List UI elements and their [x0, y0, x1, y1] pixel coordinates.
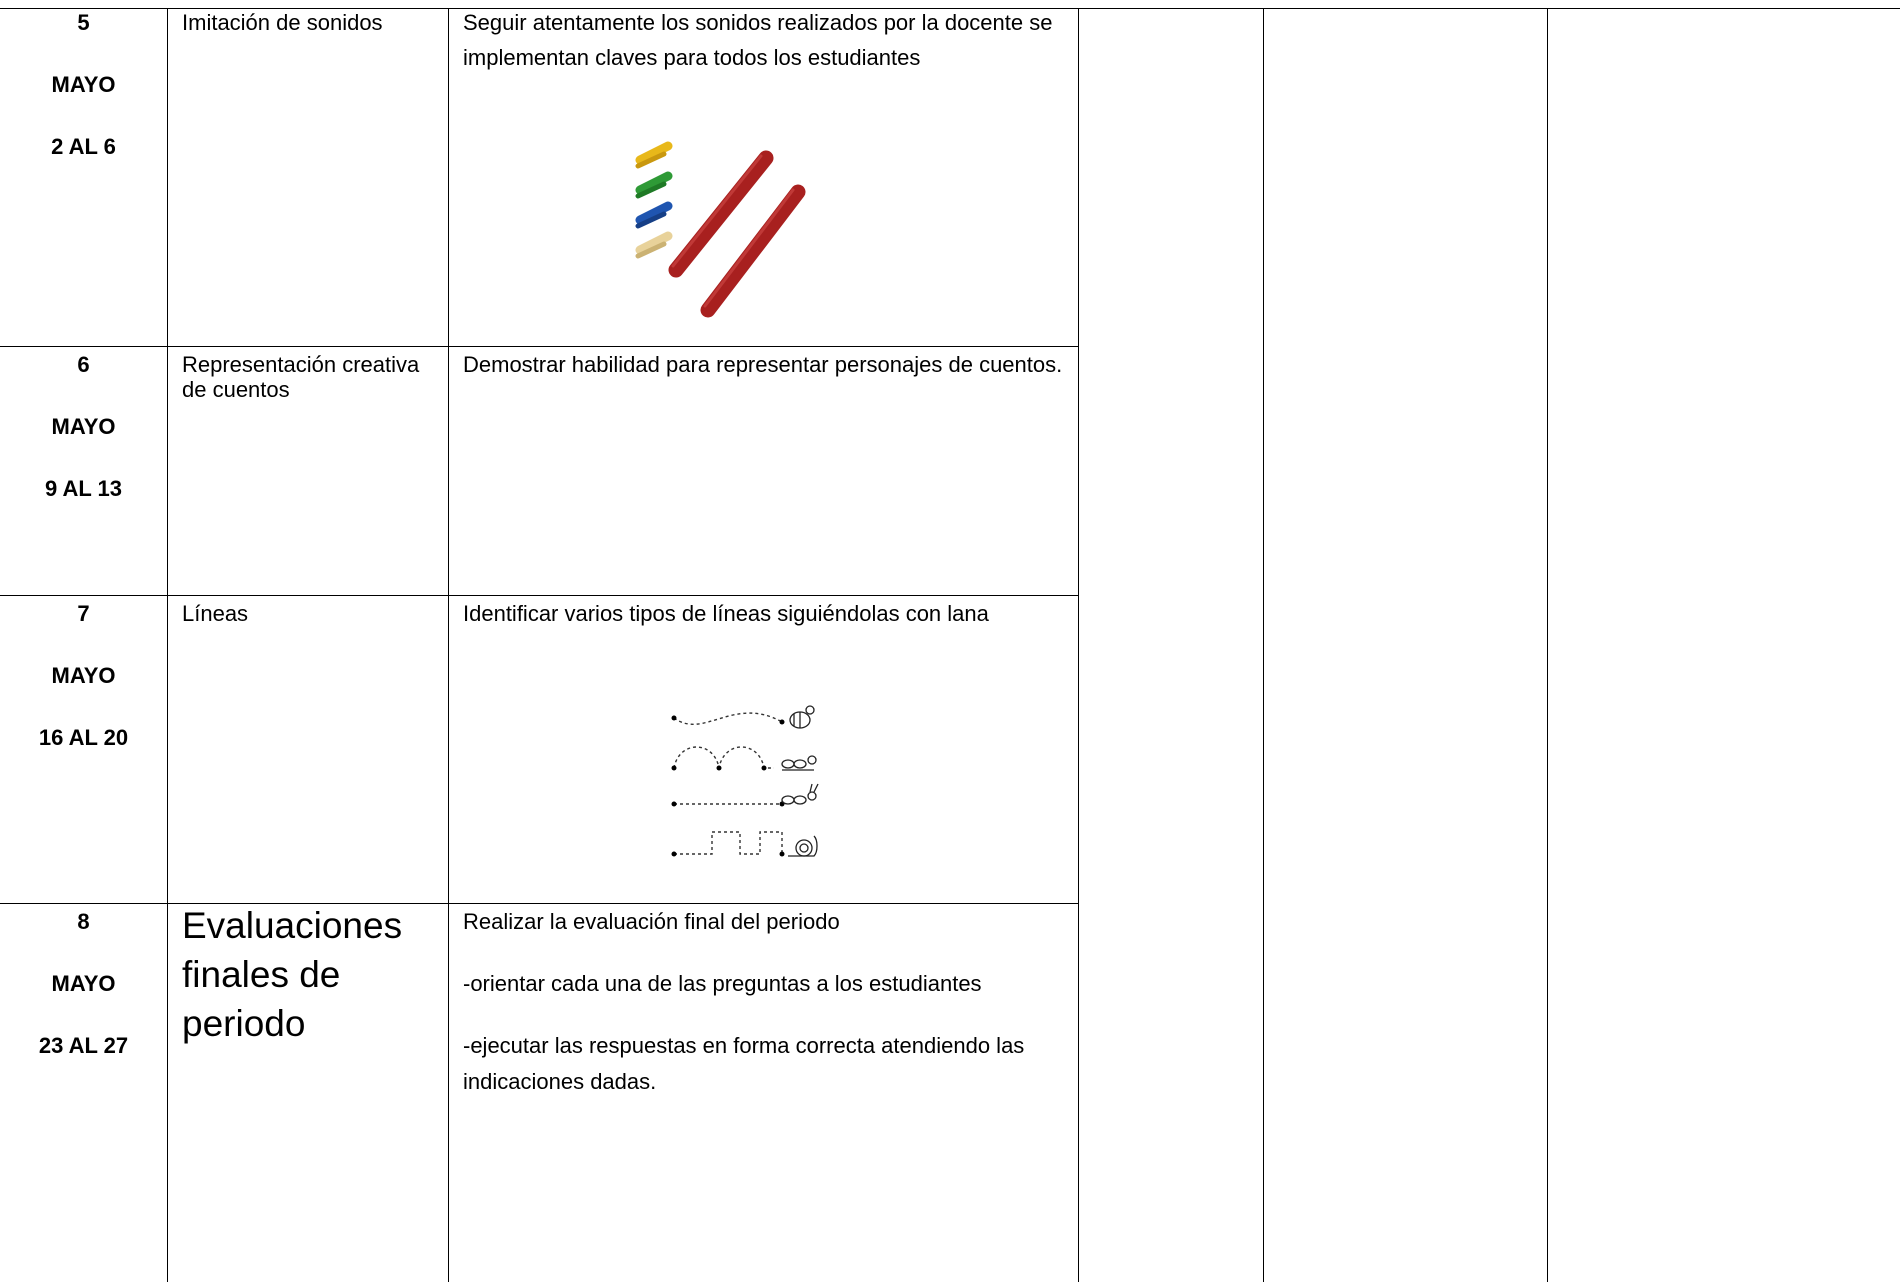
- description-paragraph: Demostrar habilidad para representar personajes de cuentos.: [463, 352, 1063, 377]
- week-date-range: 9 AL 13: [44, 476, 123, 501]
- empty-column-cell: [1079, 9, 1263, 1282]
- description-paragraph: Seguir atentamente los sonidos realizados por la docente se implementan claves para todos los estudiantes: [463, 10, 1053, 71]
- description-paragraph: Identificar varios tipos de líneas siguiéndolas con lana: [463, 601, 989, 626]
- claves-instruments-image: [628, 138, 828, 323]
- empty-column-cell: [1548, 9, 1900, 1282]
- week-number: 7: [77, 601, 90, 626]
- table-row-week-cell: [0, 899, 167, 1282]
- week-date-range: 16 AL 20: [38, 725, 129, 750]
- topic-cell: Imitación de sonidos: [182, 10, 383, 35]
- description-paragraph: Realizar la evaluación final del periodo: [463, 909, 840, 934]
- week-month: MAYO: [51, 663, 116, 688]
- week-number: 5: [77, 10, 90, 35]
- topic-cell: Representación creativa de cuentos: [182, 352, 420, 403]
- description-paragraph: -orientar cada una de las preguntas a los estudiantes: [463, 971, 982, 997]
- topic-cell: Evaluaciones finales de periodo: [182, 905, 403, 1044]
- tracing-paths: [674, 713, 782, 854]
- table-row-week-cell: [0, 591, 167, 899]
- large-clave-red: [673, 156, 798, 310]
- small-clave-yellow: [638, 146, 668, 166]
- week-month: MAYO: [51, 414, 116, 439]
- week-month: MAYO: [51, 72, 116, 97]
- small-clave-green: [638, 176, 668, 196]
- empty-column-cell: [1264, 9, 1547, 1282]
- topic-cell: Líneas: [182, 601, 249, 626]
- table-row-week-cell: [0, 0, 167, 346]
- column-divider: [167, 8, 168, 1282]
- week-date-range: 23 AL 27: [38, 1033, 129, 1058]
- small-clave-wood: [638, 236, 668, 256]
- description-cell: [449, 347, 1078, 409]
- start-dots: [672, 716, 785, 857]
- tracing-lines-worksheet-image: [664, 700, 836, 868]
- description-cell: [449, 5, 1078, 102]
- description-cell: [449, 904, 1078, 1126]
- description-cell: [449, 596, 1078, 658]
- bug-drawings: [782, 706, 818, 856]
- week-month: MAYO: [51, 971, 116, 996]
- description-paragraph: -ejecutar las respuestas en forma correcta atendiendo las indicaciones dadas.: [463, 1033, 1025, 1094]
- week-number: 8: [77, 909, 90, 934]
- week-date-range: 2 AL 6: [51, 134, 116, 159]
- table-row-week-cell: [0, 342, 167, 591]
- week-number: 6: [77, 352, 90, 377]
- small-clave-blue: [638, 206, 668, 226]
